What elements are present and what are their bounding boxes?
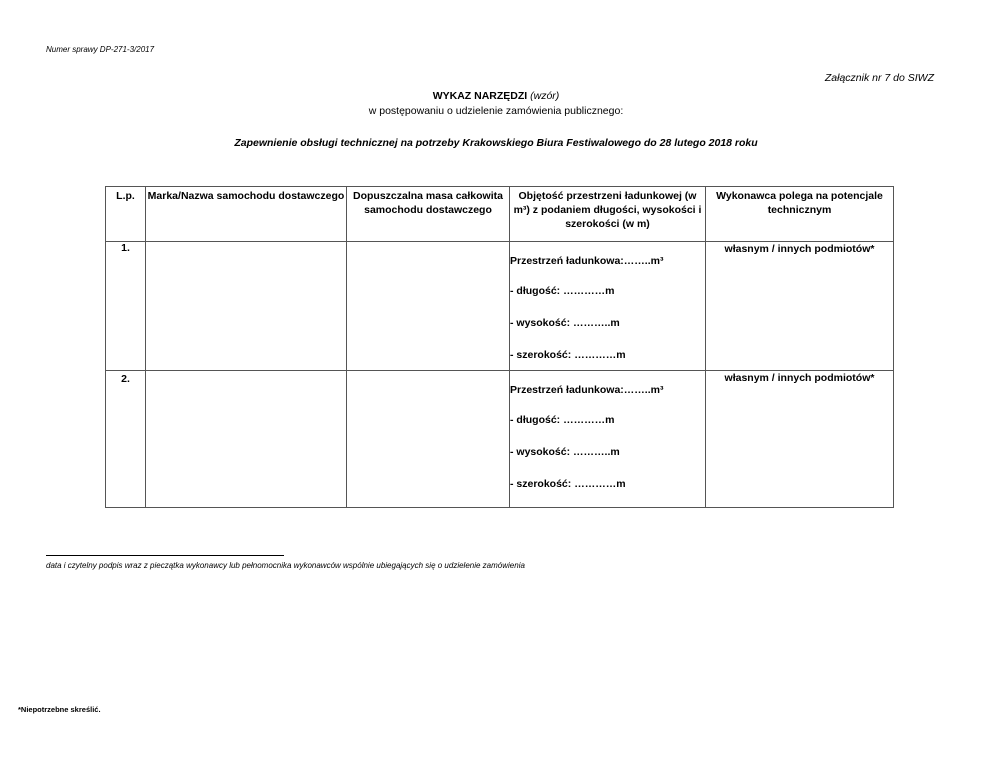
row-base: własnym / innych podmiotów* bbox=[706, 371, 894, 508]
row-lp: 1. bbox=[106, 242, 146, 371]
table-header-row bbox=[106, 187, 894, 242]
row-mark-cell bbox=[146, 242, 347, 371]
row-mass-cell bbox=[347, 371, 510, 508]
volume-height: - wysokość: ………..m bbox=[510, 446, 620, 458]
volume-width: - szerokość: …………m bbox=[510, 478, 626, 490]
tools-table bbox=[105, 186, 894, 508]
footnote: *Niepotrzebne skreślić. bbox=[18, 705, 101, 714]
header-base: Wykonawca polega na potencjale technicznym bbox=[706, 187, 894, 242]
document-title bbox=[0, 90, 992, 102]
volume-length: - długość: …………m bbox=[510, 414, 615, 426]
volume-space: Przestrzeń ładunkowa:……..m³ bbox=[510, 255, 664, 267]
signature-caption: data i czytelny podpis wraz z pieczątka wykonawcy lub pełnomocnika wykonawców wspólnie ubiegających się o udzielenie zamówienia bbox=[46, 561, 525, 570]
procurement-subject: Zapewnienie obsługi technicznej na potrzeby Krakowskiego Biura Festiwalowego do 28 lutego 2018 roku bbox=[234, 137, 758, 149]
header-mass: Dopuszczalna masa całkowita samochodu dostawczego bbox=[347, 187, 510, 242]
row-mark-cell bbox=[146, 371, 347, 508]
title-note: (wzór) bbox=[530, 90, 560, 102]
document-subtitle: w postępowaniu o udzielenie zamówienia publicznego: bbox=[368, 105, 624, 117]
volume-width: - szerokość: …………m bbox=[510, 349, 626, 361]
table-row bbox=[106, 371, 894, 508]
row-base: własnym / innych podmiotów* bbox=[706, 242, 894, 371]
volume-height: - wysokość: ………..m bbox=[510, 317, 620, 329]
volume-space: Przestrzeń ładunkowa:……..m³ bbox=[510, 384, 664, 396]
row-lp: 2. bbox=[106, 371, 146, 508]
header-lp: L.p. bbox=[106, 187, 146, 242]
title-text: WYKAZ NARZĘDZI bbox=[432, 90, 528, 102]
volume-length: - długość: …………m bbox=[510, 285, 615, 297]
row-mass-cell bbox=[347, 242, 510, 371]
signature-line bbox=[46, 555, 284, 556]
header-volume: Objętość przestrzeni ładunkowej (w m³) z podaniem długości, wysokości i szerokości (w m) bbox=[510, 187, 706, 242]
row-volume-cell bbox=[510, 371, 706, 508]
table-row bbox=[106, 242, 894, 371]
header-mark: Marka/Nazwa samochodu dostawczego bbox=[146, 187, 347, 242]
row-volume-cell bbox=[510, 242, 706, 371]
case-number: Numer sprawy DP-271-3/2017 bbox=[46, 45, 155, 54]
attachment-label: Załącznik nr 7 do SIWZ bbox=[824, 72, 934, 84]
